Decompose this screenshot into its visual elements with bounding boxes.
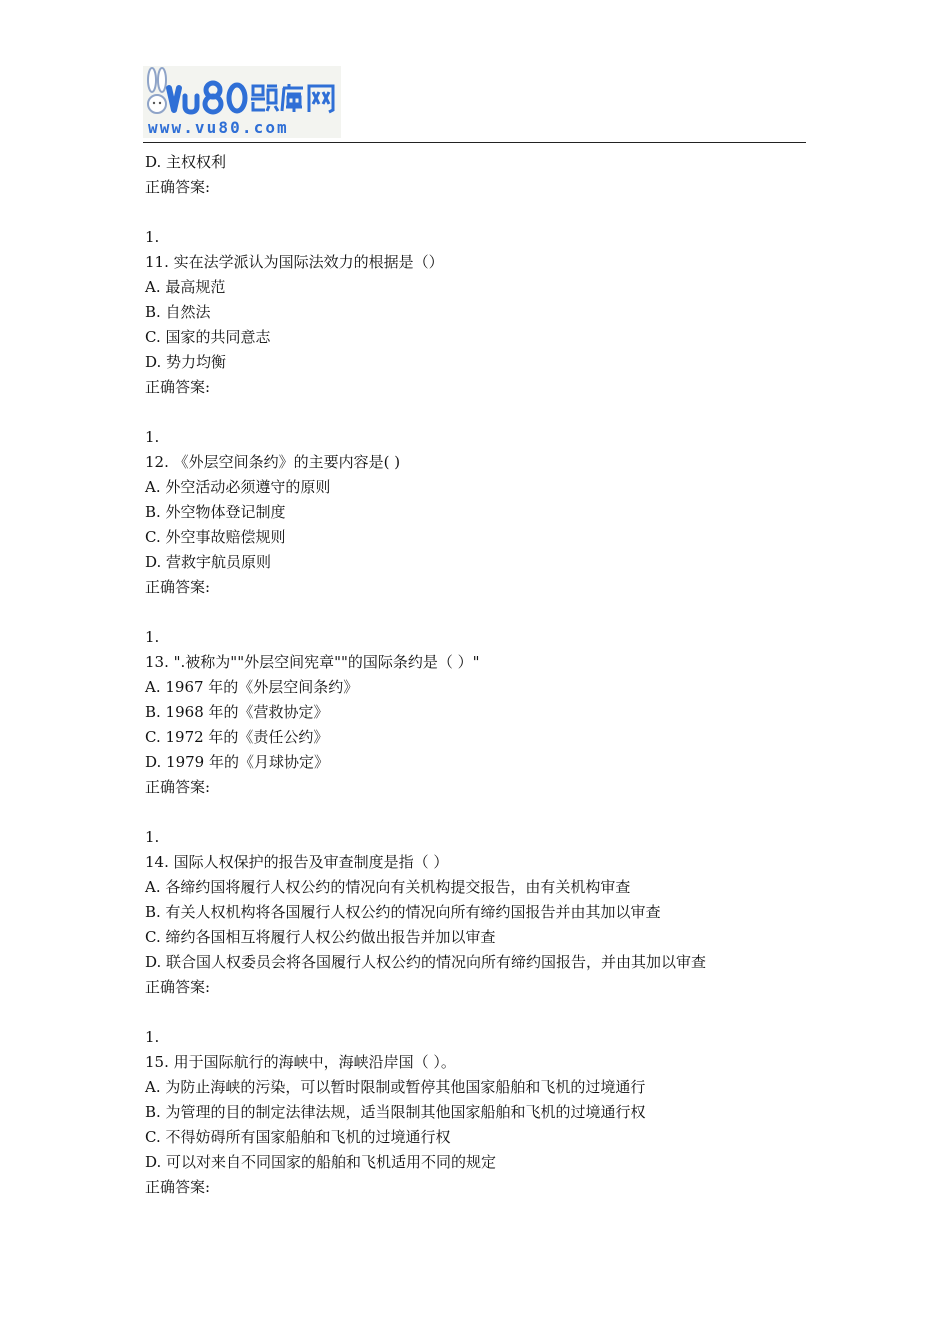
option-text: D. 可以对来自不同国家的船舶和飞机适用不同的规定 [145, 1153, 497, 1171]
option-text: B. 为管理的目的制定法律法规，适当限制其他国家船舶和飞机的过境通行权 [145, 1103, 646, 1121]
option-text: B. 自然法 [145, 303, 211, 321]
question-number: 1. [145, 1028, 160, 1046]
option-text: D. 联合国人权委员会将各国履行人权公约的情况向所有缔约国报告，并由其加以审查 [145, 953, 707, 971]
question-text: 14. 国际人权保护的报告及审查制度是指（ ） [145, 853, 449, 871]
option-text: C. 缔约各国相互将履行人权公约做出报告并加以审查 [145, 928, 496, 946]
vu80-logo [143, 66, 341, 138]
answer-label: 正确答案: [145, 978, 211, 996]
answer-label: 正确答案: [145, 778, 211, 796]
answer-label: 正确答案: [145, 578, 211, 596]
answer-label: 正确答案: [145, 1178, 211, 1196]
question-text: 11. 实在法学派认为国际法效力的根据是（） [145, 253, 444, 271]
option-text: A. 1967 年的《外层空间条约》 [145, 678, 359, 696]
question-number: 1. [145, 228, 160, 246]
header-rule [143, 142, 806, 143]
option-text: D. 1979 年的《月球协定》 [145, 753, 329, 771]
option-text: B. 有关人权机构将各国履行人权公约的情况向所有缔约国报告并由其加以审查 [145, 903, 661, 921]
option-text: C. 国家的共同意志 [145, 328, 271, 346]
option-text: A. 最高规范 [145, 278, 226, 296]
blank-line [145, 400, 805, 425]
option-text: D. 营救宇航员原则 [145, 553, 272, 571]
option-text: D. 势力均衡 [145, 353, 227, 371]
answer-label: 正确答案: [145, 178, 211, 196]
answer-label: 正确答案: [145, 378, 211, 396]
option-text: B. 外空物体登记制度 [145, 503, 286, 521]
question-text: 15. 用于国际航行的海峡中，海峡沿岸国（ ）。 [145, 1053, 456, 1071]
option-text: D. 主权权利 [145, 153, 227, 171]
option-text: A. 各缔约国将履行人权公约的情况向有关机构提交报告，由有关机构审查 [145, 878, 631, 896]
question-number: 1. [145, 828, 160, 846]
option-text: C. 1972 年的《责任公约》 [145, 728, 329, 746]
blank-line [145, 1000, 805, 1025]
blank-line [145, 800, 805, 825]
blank-line [145, 200, 805, 225]
option-text: A. 外空活动必须遵守的原则 [145, 478, 331, 496]
question-text: 12. 《外层空间条约》的主要内容是( ) [145, 453, 401, 471]
option-text: C. 外空事故赔偿规则 [145, 528, 286, 546]
option-text: A. 为防止海峡的污染，可以暂时限制或暂停其他国家船舶和飞机的过境通行 [145, 1078, 646, 1096]
question-list [145, 150, 805, 1200]
option-text: B. 1968 年的《营救协定》 [145, 703, 329, 721]
logo-url-text: www.vu80.com [148, 118, 289, 137]
blank-line [145, 600, 805, 625]
option-text: C. 不得妨碍所有国家船舶和飞机的过境通行权 [145, 1128, 451, 1146]
question-number: 1. [145, 628, 160, 646]
question-text: 13. ".被称为""外层空间宪章""的国际条约是（ ）" [145, 653, 480, 671]
question-number: 1. [145, 428, 160, 446]
